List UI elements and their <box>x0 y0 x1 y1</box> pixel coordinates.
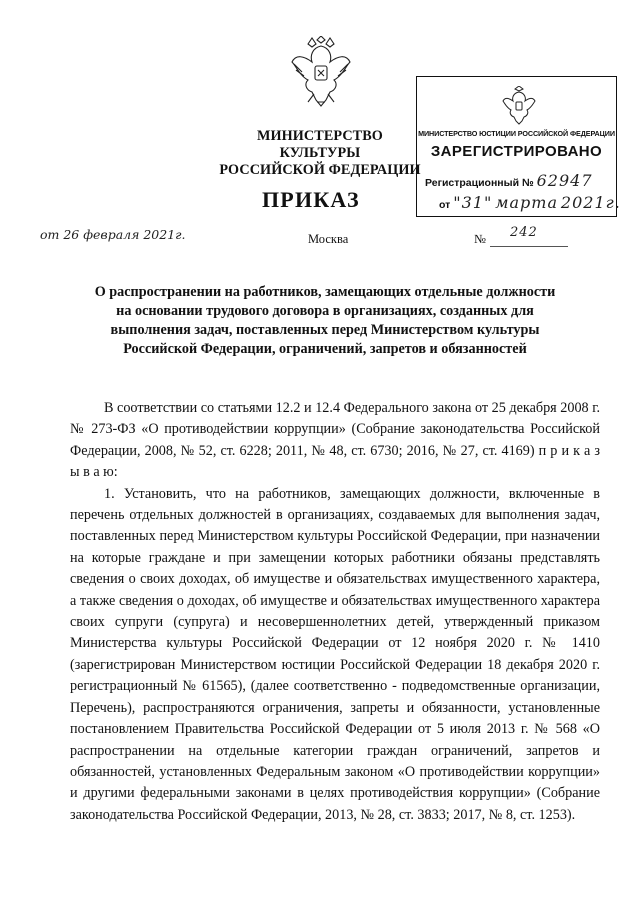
stamp-registration-number <box>425 171 593 190</box>
order-body <box>70 398 600 826</box>
order-number-label: № <box>474 232 486 246</box>
stamp-coat-of-arms-icon <box>501 86 537 126</box>
order-number-underline <box>490 246 568 247</box>
russian-coat-of-arms-icon <box>290 36 352 110</box>
heading-line: на основании трудового договора в организациях, созданных для <box>116 303 534 319</box>
paragraph-item-1: 1. Установить, что на работников, замещающих должности, включенные в перечень отдельных должностей в организациях, создаваемых для выполнения задач, поставленных перед Министерством культуры Российской Федерации, при назначении на которые граждане и при замещении которых работники обязаны представлять сведения о своих доходах, об имуществе и обязательствах имущественного характера, а также сведения о доходах, об имуществе и обязательствах имущественного характера своих супруги (супруга) и несовершеннолетних детей, утвержденный приказом Министерства культуры Российской Федерации от 12 ноября 2020 г. № 1410 (зарегистрирован Министерством юстиции Российской Федерации 18 декабря 2020 г. регистрационный № 61565), (далее соответственно - подведомственные организации, Перечень), распространяются ограничения, запреты и обязанности, установленные постановлением Правительства Российской Федерации от 5 июля 2013 г. № 568 «О распространении на отдельные категории граждан ограничений, запретов и обязанностей, установленных Федеральным законом «О противодействии коррупции» и другими федеральными законами в целях противодействия коррупции» (Собрание законодательства Российской Федерации, 2013, № 28, ст. 3833; 2017, № 8, ст. 1253). <box>70 485 600 823</box>
stamp-date-month: марта <box>495 193 558 212</box>
handwritten-order-date: от 26 февраля 2021г. <box>40 227 186 242</box>
stamp-ministry: МИНИСТЕРСТВО ЮСТИЦИИ РОССИЙСКОЙ ФЕДЕРАЦИИ <box>418 129 615 138</box>
heading-line: О распространении на работников, замещающих отдельные должности <box>94 284 556 300</box>
paragraph-preamble: В соответствии со статьями 12.2 и 12.4 Федерального закона от 25 декабря 2008 г. № 273-ФЗ «О противодействии коррупции» (Собрание законодательства Российской Федерации, 2008, № 52, ст. 6228; 2011, № 48, ст. 6730; 2016, № 27, ст. 4169) п р и к а з ы в а ю: <box>70 400 600 481</box>
ministry-line-1: МИНИСТЕРСТВО КУЛЬТУРЫ <box>257 128 383 161</box>
stamp-date-prefix: от <box>439 199 451 211</box>
heading-line: Российской Федерации, ограничений, запретов и обязанностей <box>123 341 527 357</box>
stamp-regnum-label: Регистрационный № <box>425 177 534 189</box>
heading-line: выполнения задач, поставленных перед Министерством культуры <box>110 322 540 338</box>
order-heading <box>70 283 580 359</box>
stamp-date-day: "31" <box>453 193 493 212</box>
order-number-value: 242 <box>510 225 538 240</box>
registration-stamp <box>416 76 621 217</box>
ministry-name <box>215 128 425 179</box>
ministry-line-2: РОССИЙСКОЙ ФЕДЕРАЦИИ <box>219 162 421 178</box>
order-city: Москва <box>308 232 349 246</box>
stamp-regnum-value: 62947 <box>536 171 593 190</box>
stamp-date-year: 2021г. <box>560 193 621 212</box>
stamp-registered-label: ЗАРЕГИСТРИРОВАНО <box>430 143 603 160</box>
stamp-date <box>439 193 621 212</box>
order-title: ПРИКАЗ <box>262 187 360 212</box>
